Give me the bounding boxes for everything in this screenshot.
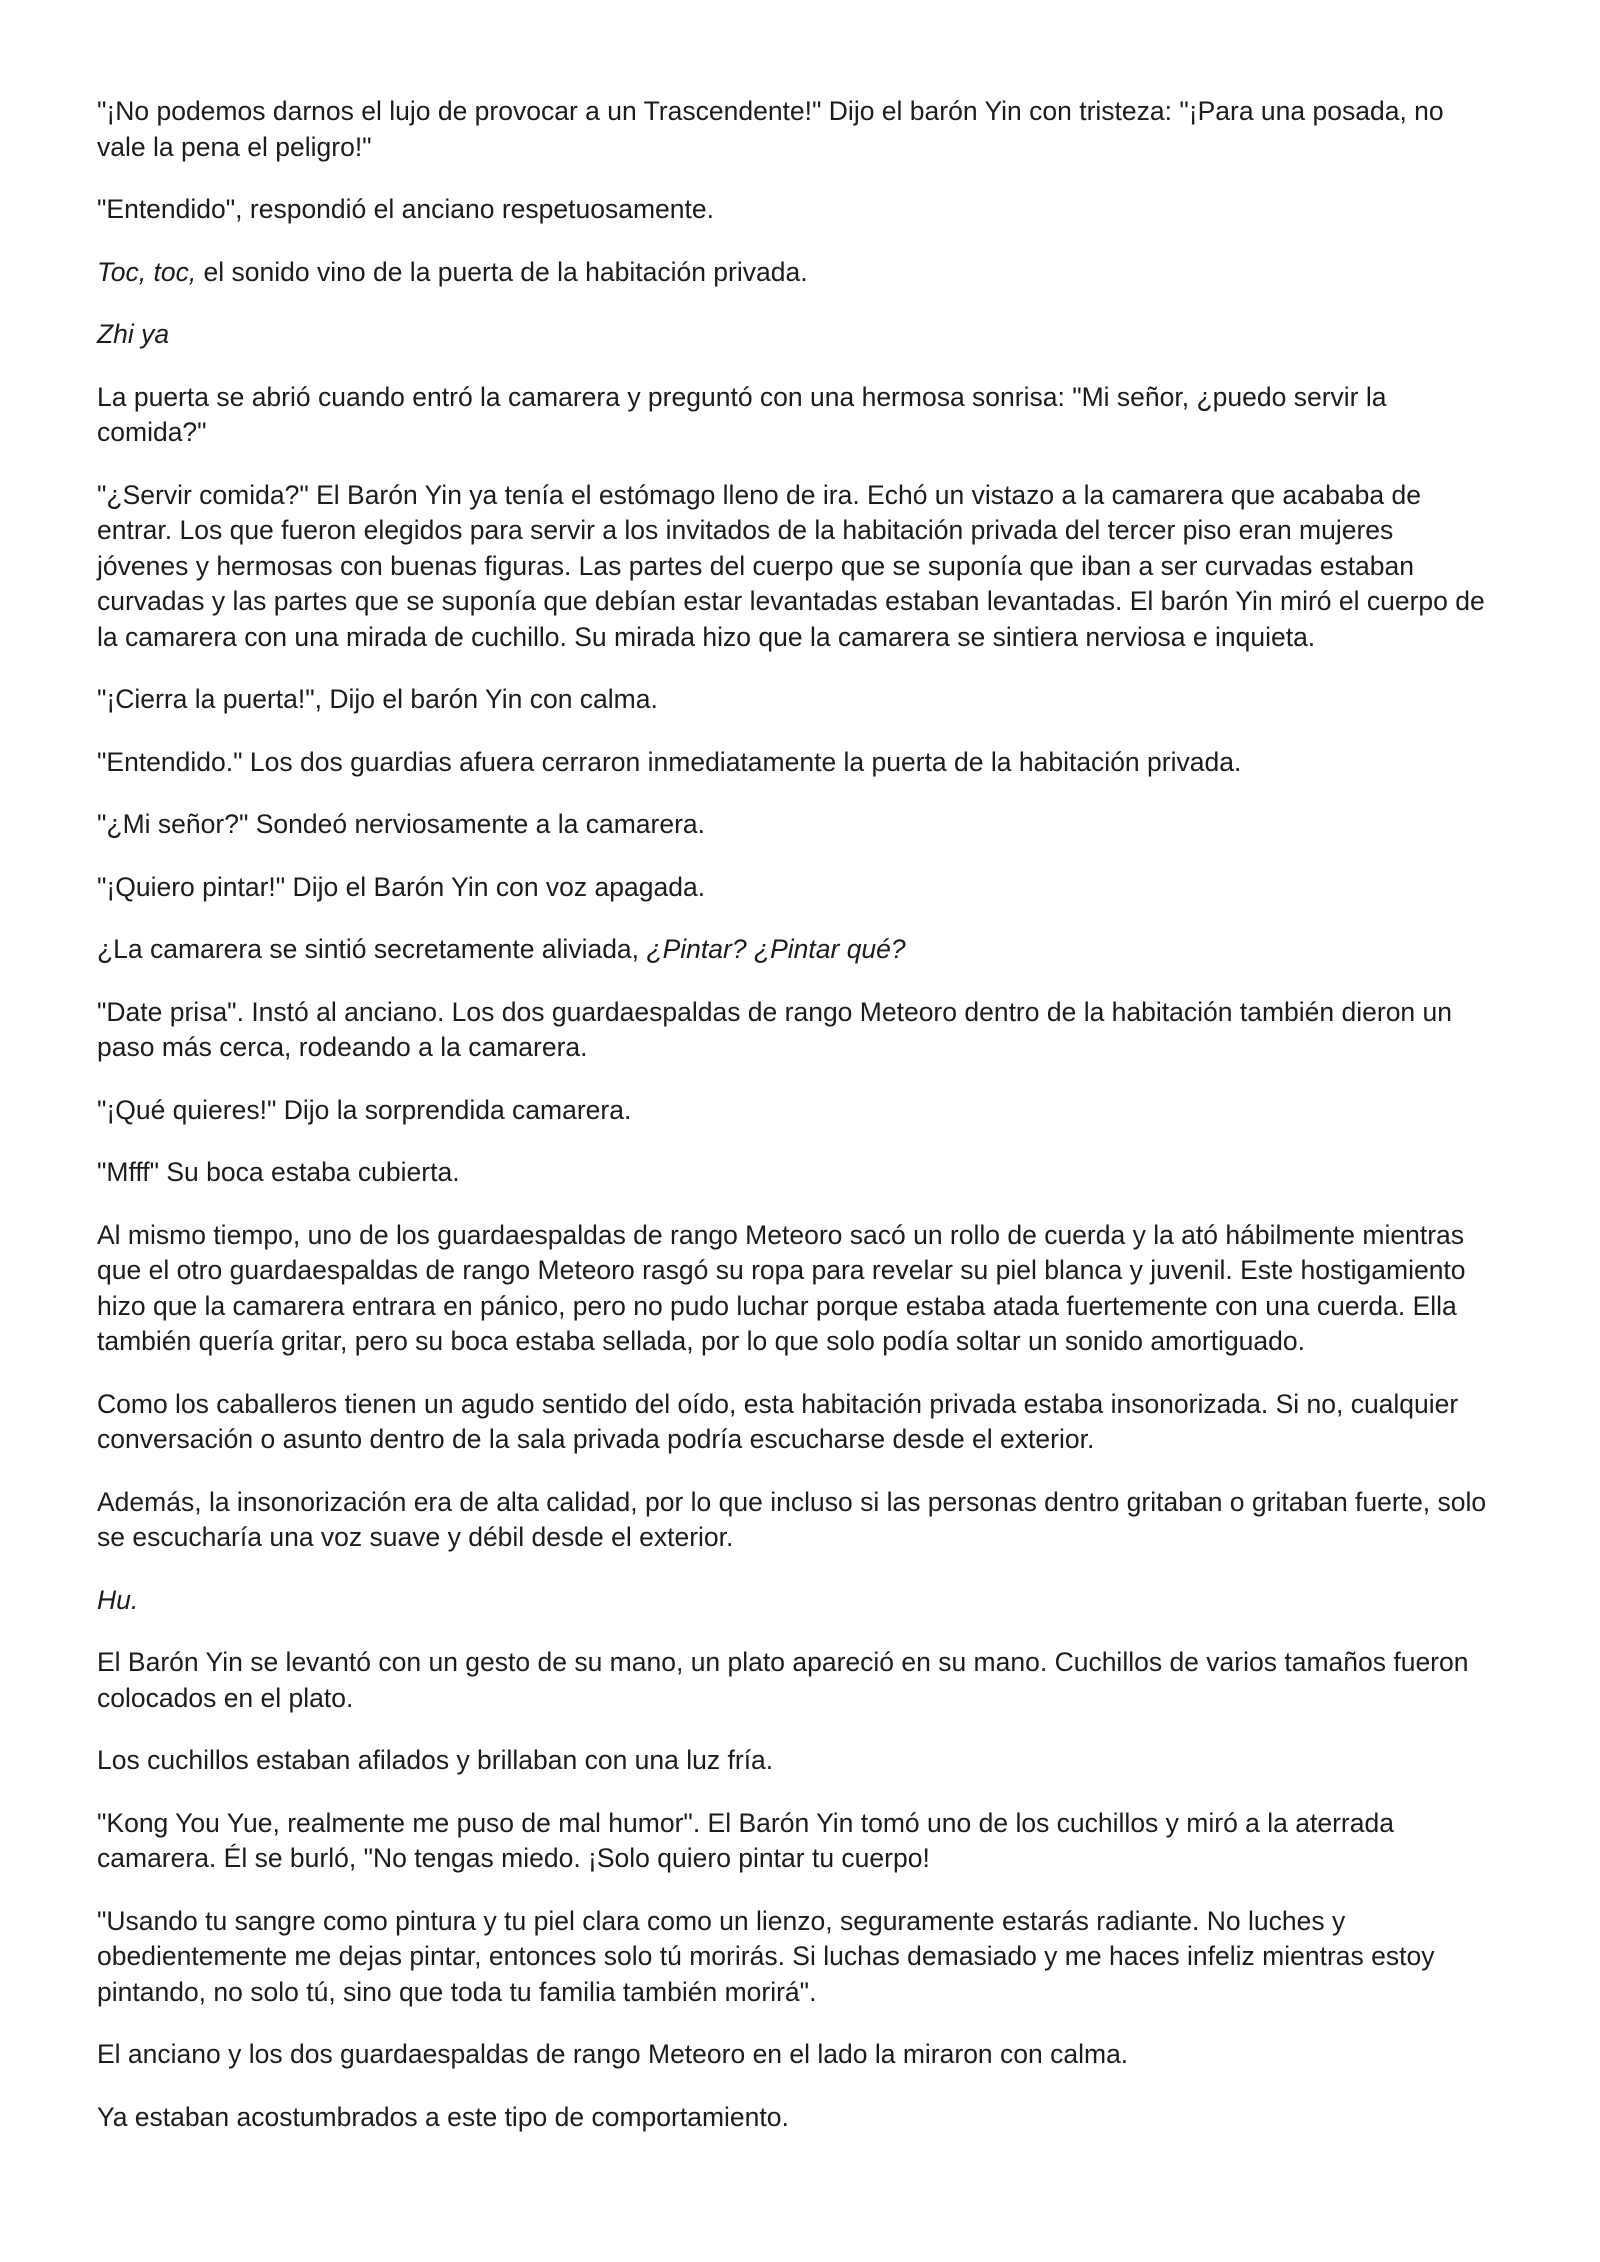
paragraph: "Kong You Yue, realmente me puso de mal humor". El Barón Yin tomó uno de los cuchillos y miró a la aterrada camarera. Él se burló, "No tengas miedo. ¡Solo quiero pintar tu cuerpo! (97, 1807, 1394, 1873)
paragraph: "Usando tu sangre como pintura y tu piel clara como un lienzo, seguramente estarás radiante. No luches y obedientemente me dejas pintar, entonces solo tú morirás. Si luchas demasiado y me haces infeliz mientras estoy pintando, no solo tú, sino que toda tu familia también morirá". (97, 1905, 1435, 2007)
paragraph: Toc, toc, el sonido vino de la puerta de la habitación privada. (97, 256, 808, 287)
paragraph: El anciano y los dos guardaespaldas de rango Meteoro en el lado la miraron con calma. (97, 2039, 1129, 2069)
italic-text: Toc, toc, (97, 256, 197, 287)
paragraph: ¿La camarera se sintió secretamente aliviada, ¿Pintar? ¿Pintar qué? (97, 934, 906, 964)
paragraph: Como los caballeros tienen un agudo sentido del oído, esta habitación privada estaba insonorizada. Si no, cualquier conversación o asunto dentro de la sala privada podría escucharse desde el exterior. (97, 1388, 1459, 1454)
paragraph: Los cuchillos estaban afilados y brillaban con una luz fría. (97, 1745, 774, 1775)
italic-text: Hu. (97, 1584, 139, 1615)
paragraph: "Entendido", respondió el anciano respetuosamente. (97, 194, 714, 224)
paragraph: La puerta se abrió cuando entró la camarera y preguntó con una hermosa sonrisa: "Mi señor, ¿puedo servir la comida?" (97, 381, 1387, 447)
paragraph: "Date prisa". Instó al anciano. Los dos guardaespaldas de rango Meteoro dentro de la habitación también dieron un paso más cerca, rodeando a la camarera. (97, 996, 1453, 1062)
paragraph (97, 1583, 1490, 1619)
paragraph: "¡Cierra la puerta!", Dijo el barón Yin con calma. (97, 684, 658, 714)
paragraph: "¡Qué quieres!" Dijo la sorprendida camarera. (97, 1094, 632, 1125)
paragraph: El Barón Yin se levantó con un gesto de su mano, un plato apareció en su mano. Cuchillos de varios tamaños fueron colocados en el plato. (97, 1647, 1469, 1713)
paragraph: "¡Quiero pintar!" Dijo el Barón Yin con voz apagada. (97, 871, 706, 902)
paragraph: "Mfff" Su boca estaba cubierta. (97, 1157, 460, 1187)
paragraph: Ya estaban acostumbrados a este tipo de comportamiento. (97, 2101, 789, 2132)
paragraph: Al mismo tiempo, uno de los guardaespaldas de rango Meteoro sacó un rollo de cuerda y la ató hábilmente mientras que el otro guardaespaldas de rango Meteoro rasgó su ropa para revelar su piel blanca y juvenil. Este hostigamiento hizo que la camarera entrara en pánico, pero no pudo luchar porque estaba atada fuertemente con una cuerda. Ella también quería gritar, pero su boca estaba sellada, por lo que solo podía soltar un sonido amortiguado. (97, 1219, 1466, 1356)
italic-text: Zhi ya (97, 319, 170, 349)
paragraph: "¿Mi señor?" Sondeó nerviosamente a la camarera. (97, 809, 705, 839)
italic-text: ¿Pintar? ¿Pintar qué? (646, 934, 906, 964)
paragraph: "Entendido." Los dos guardias afuera cerraron inmediatamente la puerta de la habitación privada. (97, 746, 1242, 777)
body-text (97, 94, 1490, 2135)
paragraph: Además, la insonorización era de alta calidad, por lo que incluso si las personas dentro gritaban o gritaban fuerte, solo se escucharía una voz suave y débil desde el exterior. (97, 1486, 1487, 1552)
paragraph: "¡No podemos darnos el lujo de provocar a un Trascendente!" Dijo el barón Yin con tristeza: "¡Para una posada, no vale la pena el peligro!" (97, 96, 1444, 162)
paragraph: "¿Servir comida?" El Barón Yin ya tenía el estómago lleno de ira. Echó un vistazo a la camarera que acababa de entrar. Los que fueron elegidos para servir a los invitados de la habitación privada del tercer piso eran mujeres jóvenes y hermosas con buenas figuras. Las partes del cuerpo que se suponía que iban a ser curvadas estaban curvadas y las partes que se suponía que debían estar levantadas estaban levantadas. El barón Yin miró el cuerpo de la camarera con una mirada de cuchillo. Su mirada hizo que la camarera se sintiera nerviosa e inquieta. (97, 479, 1485, 652)
paragraph (97, 317, 1490, 353)
